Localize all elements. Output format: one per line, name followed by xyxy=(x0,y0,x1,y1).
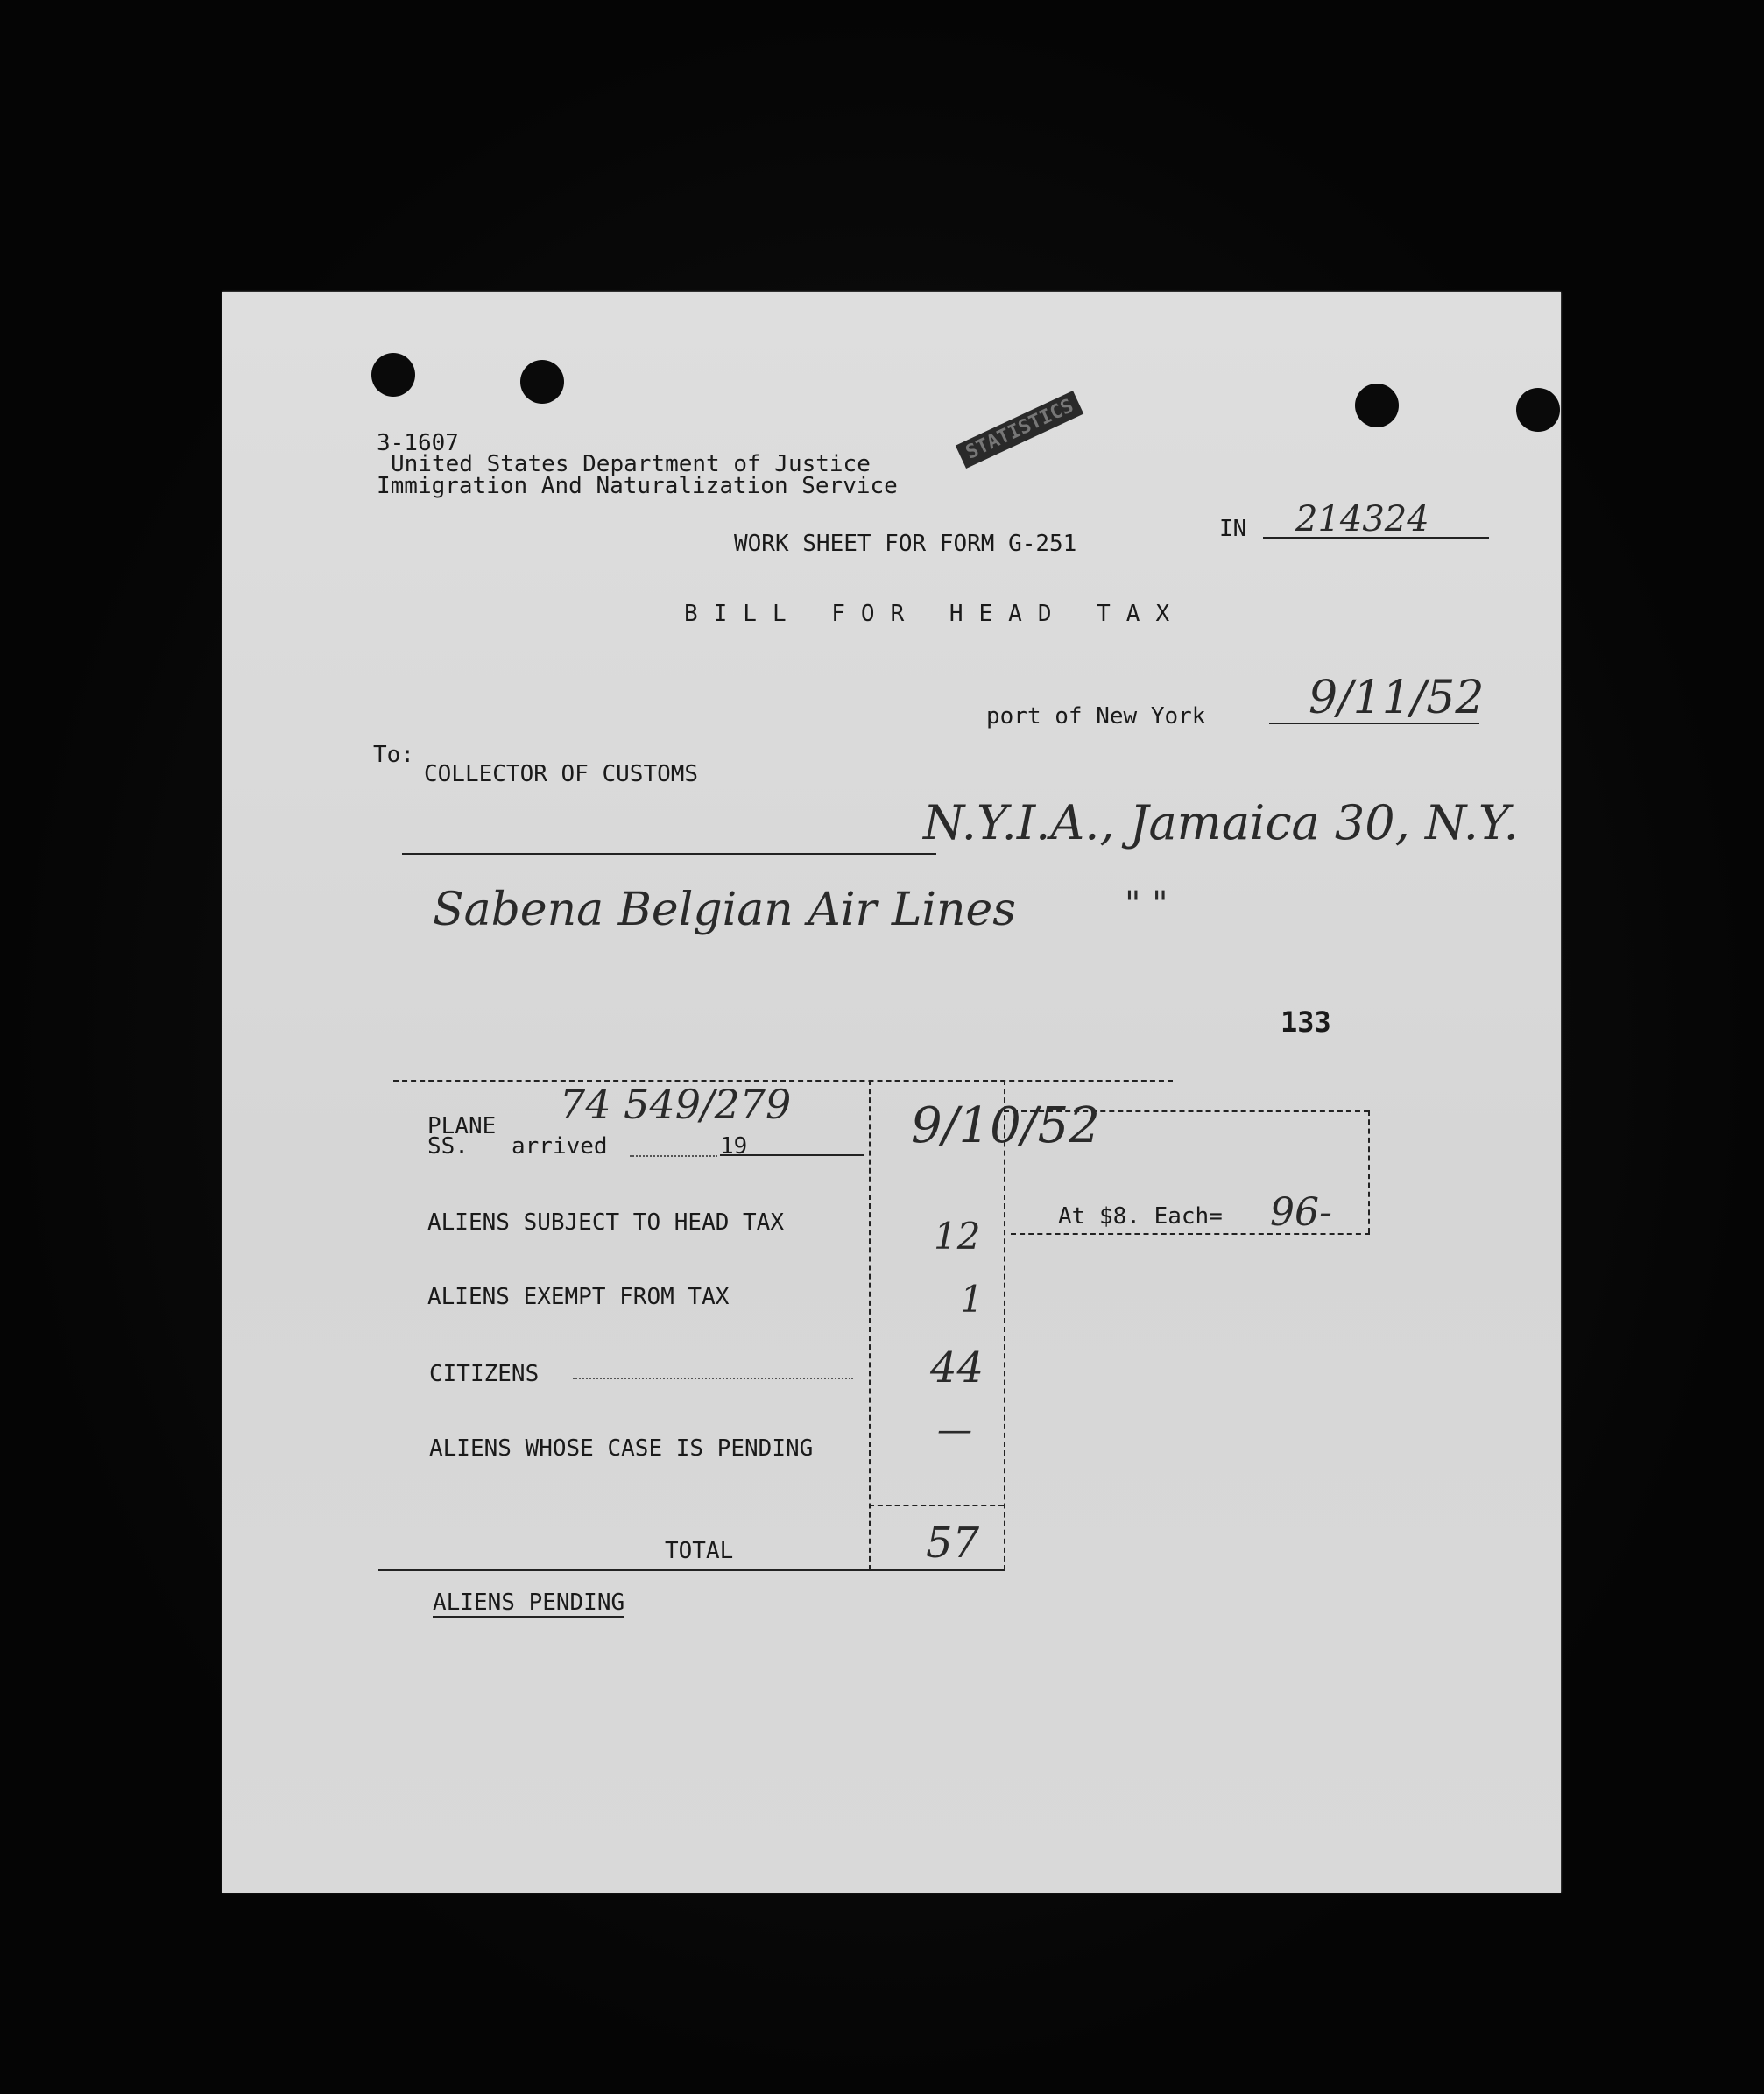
statistics-stamp: STATISTICS xyxy=(956,391,1084,469)
service-name: Immigration And Naturalization Service xyxy=(377,473,898,499)
row-label-pending: ALIENS WHOSE CASE IS PENDING xyxy=(429,1435,814,1462)
row-label-subject-to-tax: ALIENS SUBJECT TO HEAD TAX xyxy=(427,1209,784,1236)
in-label: IN xyxy=(1219,516,1247,542)
punch-hole xyxy=(520,360,564,404)
row-label-citizens: CITIZENS xyxy=(429,1361,540,1387)
in-number: 214324 xyxy=(1295,499,1429,539)
citizens-dotline xyxy=(573,1378,853,1379)
page-number: 133 xyxy=(1281,1005,1331,1039)
plane-label: PLANE xyxy=(427,1113,497,1139)
row-value-subject-to-tax: 12 xyxy=(934,1215,981,1258)
ss-label: SS. xyxy=(427,1133,469,1160)
aliens-pending-label: ALIENS PENDING xyxy=(433,1590,625,1616)
punch-hole xyxy=(1516,388,1560,432)
arrival-date: 9/10/52 xyxy=(911,1097,1100,1154)
department-name: United States Department of Justice xyxy=(391,451,871,477)
punch-hole xyxy=(1355,384,1399,427)
rate-value: 96- xyxy=(1270,1190,1332,1235)
ditto-marks: " " xyxy=(1125,885,1168,925)
handwritten-airline: Sabena Belgian Air Lines xyxy=(433,884,1016,936)
row-value-pending: — xyxy=(937,1410,972,1450)
worksheet-title: WORK SHEET FOR FORM G-251 xyxy=(734,531,1077,557)
address-line xyxy=(402,853,936,855)
arrival-underline xyxy=(720,1154,864,1156)
document-page xyxy=(222,292,1561,1893)
to-label: To: xyxy=(373,742,414,768)
form-number: 3-1607 xyxy=(377,430,459,456)
table-mid-divider xyxy=(869,1080,871,1570)
plane-number: 74 549/279 xyxy=(560,1081,792,1128)
total-label: TOTAL xyxy=(665,1538,734,1564)
row-label-exempt: ALIENS EXEMPT FROM TAX xyxy=(427,1284,730,1310)
bill-title: BILL FOR HEAD TAX xyxy=(684,601,1186,627)
collector-of-customs: COLLECTOR OF CUSTOMS xyxy=(424,761,699,787)
arrived-label: arrived xyxy=(512,1133,608,1160)
table-bottom-border xyxy=(378,1569,1005,1571)
port-date: 9/11/52 xyxy=(1309,672,1485,724)
row-value-exempt: 1 xyxy=(960,1278,984,1321)
total-separator xyxy=(869,1505,1004,1506)
row-value-citizens: 44 xyxy=(930,1343,984,1392)
total-value: 57 xyxy=(926,1519,980,1568)
arrived-dotline xyxy=(630,1155,717,1157)
rate-label: At $8. Each= xyxy=(1058,1203,1223,1230)
handwritten-address: N.Y.I.A., Jamaica 30, N.Y. xyxy=(923,795,1519,850)
port-label: port of New York xyxy=(986,703,1206,730)
punch-hole xyxy=(371,353,415,397)
year-prefix: 19 xyxy=(720,1133,748,1160)
rate-box-right xyxy=(1368,1110,1370,1233)
